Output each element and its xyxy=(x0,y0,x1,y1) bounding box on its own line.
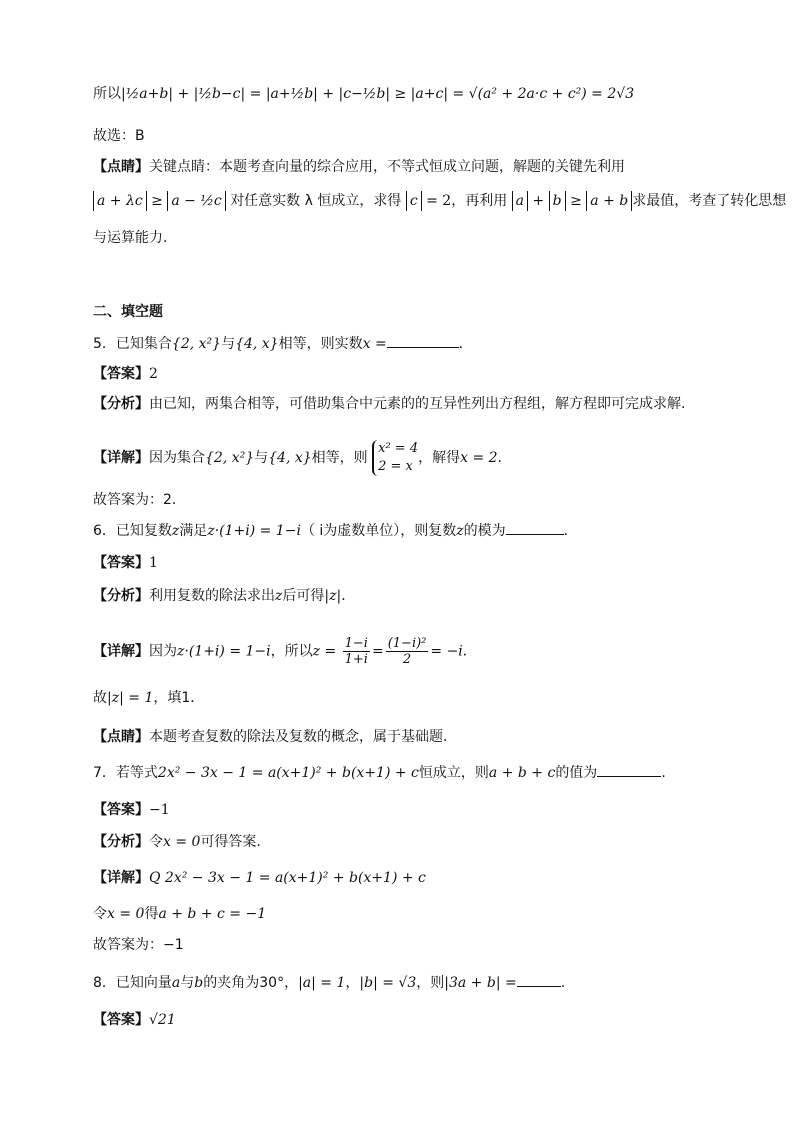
q7-final xyxy=(93,935,184,955)
q6-answer xyxy=(93,553,158,573)
q5-case1: x² = 4 xyxy=(378,441,419,456)
q7-analysis-b: x = 0 xyxy=(163,834,201,850)
q7-analysis-c: 可得答案. xyxy=(200,834,261,850)
q7-expr: a + b + c xyxy=(488,765,556,781)
q5-answer-blank xyxy=(387,333,459,348)
remark-line-1 xyxy=(93,157,625,177)
q5-set2: {4, x} xyxy=(235,336,279,352)
math-result: √(a² + 2a·c + c²) = 2√3 xyxy=(468,86,635,102)
q5-case2: 2 = x xyxy=(378,459,413,474)
q7-analysis xyxy=(93,832,261,852)
q5-answer xyxy=(93,364,158,384)
remark-tag: 【点睛】 xyxy=(93,159,149,175)
q6-analysis: 【分析】利用复数的除法求出z后可得|z|． xyxy=(93,588,356,604)
q5-analysis-tag: 【分析】 xyxy=(93,396,149,412)
remark-line3-text: 与运算能力. xyxy=(93,230,168,246)
q6-frac1 xyxy=(343,636,370,667)
q6-analysis-z: z xyxy=(275,588,283,604)
q5-detail-e: x = 2 xyxy=(460,450,498,466)
q7-step-d: a + b + c = −1 xyxy=(158,906,267,922)
q7-answer-value: −1 xyxy=(149,802,170,818)
q8-expr: |3a + b| = xyxy=(444,975,517,991)
q6-eq: z·(1+i) = 1−i xyxy=(207,523,301,539)
q8-answer-tag: 【答案】 xyxy=(93,1012,149,1028)
q8-sep: ， xyxy=(345,975,360,991)
choice-text: 故选：B xyxy=(93,128,145,144)
q6-analysis-c: |z| xyxy=(324,588,342,604)
q6-answer-value: 1 xyxy=(149,555,158,571)
q6-final-b: |z| = 1 xyxy=(107,690,154,706)
q6-stem-a: 6．已知复数 xyxy=(93,523,172,539)
q6-detail-c: ，所以 xyxy=(270,643,313,660)
q6-stem-c: （ i为虚数单位），则复数 xyxy=(300,523,457,539)
q6-detail-a: 因为 xyxy=(149,643,177,660)
q8-stem-a: 8．已知向量 xyxy=(93,975,172,991)
q5-final-text: 故答案为：2. xyxy=(93,492,177,508)
q5-stem-c: 相等，则实数 xyxy=(278,336,363,352)
q7-stem-c: 的值为 xyxy=(555,765,598,781)
math-abs-a-lambda-c: a + λc xyxy=(93,191,147,211)
q6-remark-text: 本题考查复数的除法及复数的概念，属于基础题． xyxy=(149,729,457,745)
q5-final xyxy=(93,490,176,510)
q8-cond2: |b| = √3 xyxy=(359,975,417,991)
choice-line xyxy=(93,126,145,146)
q6-analysis-b: 后可得 xyxy=(282,588,325,604)
q7-detail xyxy=(93,868,426,888)
q8-stem-d: ，则 xyxy=(416,975,445,991)
q6-frac1-den: 1+i xyxy=(344,652,368,667)
q8-cond1: |a| = 1 xyxy=(298,975,346,991)
q5-analysis xyxy=(93,394,685,414)
q5-answer-tag: 【答案】 xyxy=(93,366,149,382)
section-heading xyxy=(93,302,163,322)
q6-answer-blank xyxy=(506,520,564,535)
q6-detail-b: z·(1+i) = 1−i xyxy=(177,643,271,660)
q8-answer xyxy=(93,1010,176,1030)
q5-detail-set1: {2, x²} xyxy=(205,450,255,466)
remark-line2-text-c: 求最值，考查了转化思想 xyxy=(632,193,787,209)
q6-detail-tail: = −i xyxy=(430,643,463,660)
math-abs-c: c xyxy=(406,191,422,211)
q6-remark-tag: 【点睛】 xyxy=(93,729,149,745)
q7-analysis-tag: 【分析】 xyxy=(93,834,149,850)
q7-answer xyxy=(93,800,170,820)
remark-line2-text-b: ，再利用 xyxy=(451,193,508,209)
math-triangle-inequality: a + b ≥ a + b xyxy=(512,193,633,209)
q7-stem-a: 7．若等式 xyxy=(93,765,158,781)
q7-step-a: 令 xyxy=(93,906,107,922)
q7-analysis-a: 令 xyxy=(149,834,163,850)
remark-line2-text-a: 对任意实数 λ 恒成立，求得 xyxy=(230,193,402,209)
q5-stem-b: 与 xyxy=(221,336,236,352)
q5-set1: {2, x²} xyxy=(171,336,222,352)
q7-detail-tag: 【详解】 xyxy=(93,870,149,886)
q8-stem-c: 的夹角为30°， xyxy=(203,975,299,991)
remark-text: 关键点睛：本题考查向量的综合应用，不等式恒成立问题，解题的关键先利用 xyxy=(149,159,625,175)
q7-step xyxy=(93,904,266,924)
q6-frac2-num: (1−i)² xyxy=(387,636,427,651)
q6-z2: z xyxy=(456,523,464,539)
q7-step-c: 得 xyxy=(144,906,159,922)
remark-line-3 xyxy=(93,228,167,248)
q5-detail-set2: {4, x} xyxy=(268,450,312,466)
q8-stem: 8．已知向量a与b的夹角为30°，|a| = 1，|b| = √3，则|3a + b| = . xyxy=(93,972,565,993)
q7-answer-blank xyxy=(597,762,661,777)
q5-detail: 【详解】因为集合{2, x²}与{4, x}相等，则 x² = 4 2 = x ，解得x = 2． xyxy=(93,441,512,474)
q6-stem: 6．已知复数z满足z·(1+i) = 1−i（ i为虚数单位），则复数z的模为 ． xyxy=(93,520,578,541)
q5-detail-a: 因为集合 xyxy=(149,450,205,466)
remark-line-2: a + λc ≥ a − ½c 对任意实数 λ 恒成立，求得 c = 2，再利用 a + b ≥ a + b 求最值，考查了转化思想 xyxy=(93,191,786,211)
q6-final-c: ，填1． xyxy=(153,690,205,706)
q6-detail: 【详解】因为z·(1+i) = 1−i，所以z = $\frac{1-i}{1+i}$ = $\frac{\text{(1−i)²}}{2}$ = −i． xyxy=(93,636,477,667)
q5-detail-b: 与 xyxy=(254,450,269,466)
math-abs-a-half-c: a − ½c xyxy=(167,191,225,211)
q5-detail-tag: 【详解】 xyxy=(93,450,149,466)
math-inequality: |½a+b| + |½b−c| = |a+½b| + |c−½b| ≥ |a+c| = xyxy=(121,86,469,102)
q6-answer-tag: 【答案】 xyxy=(93,555,149,571)
q8-answer-blank xyxy=(517,972,561,987)
q7-final-text: 故答案为：−1 xyxy=(93,937,184,953)
q6-detail-tag: 【详解】 xyxy=(93,643,149,660)
q7-detail-eq: Q 2x² − 3x − 1 = a(x+1)² + b(x+1) + c xyxy=(149,870,426,886)
section-title: 二、填空题 xyxy=(93,304,163,320)
text-prefix: 所以 xyxy=(93,86,121,102)
q7-answer-tag: 【答案】 xyxy=(93,802,149,818)
q6-final xyxy=(93,688,204,708)
q8-vec-a: a xyxy=(171,975,181,991)
q6-stem-b: 满足 xyxy=(179,523,208,539)
q8-vec-b: b xyxy=(194,975,204,991)
q6-final-a: 故 xyxy=(93,690,107,706)
q6-analysis-tag: 【分析】 xyxy=(93,588,149,604)
q6-remark xyxy=(93,727,457,747)
q5-stem: 5．已知集合{2, x²}与{4, x}相等，则实数x = ． xyxy=(93,333,473,354)
q5-detail-d: ，解得 xyxy=(418,450,461,466)
q8-stem-b: 与 xyxy=(180,975,195,991)
q7-eq: 2x² − 3x − 1 = a(x+1)² + b(x+1) + c xyxy=(157,765,419,781)
q6-frac2-den: 2 xyxy=(402,652,412,667)
q7-step-b: x = 0 xyxy=(107,906,145,922)
q6-frac1-num: 1−i xyxy=(344,636,368,651)
q6-z: z xyxy=(171,523,180,539)
q5-answer-value: 2 xyxy=(149,366,158,382)
q6-stem-d: 的模为 xyxy=(463,523,506,539)
solution-line-1 xyxy=(93,84,634,104)
q8-answer-value: √21 xyxy=(149,1012,176,1028)
q5-equation-system xyxy=(372,440,418,476)
q5-stem-a: 5．已知集合 xyxy=(93,336,172,352)
q6-analysis-a: 利用复数的除法求出 xyxy=(149,588,275,604)
q5-var: x = xyxy=(362,336,387,352)
q5-detail-c: 相等，则 xyxy=(311,450,368,466)
q6-frac2 xyxy=(386,636,429,667)
q7-stem-b: 恒成立，则 xyxy=(418,765,489,781)
q5-analysis-text: 由已知，两集合相等，可借助集合中元素的的互异性列出方程组，解方程即可完成求解. xyxy=(149,396,686,412)
q7-stem: 7．若等式2x² − 3x − 1 = a(x+1)² + b(x+1) + c恒成立，则a + b + c的值为 . xyxy=(93,762,666,783)
